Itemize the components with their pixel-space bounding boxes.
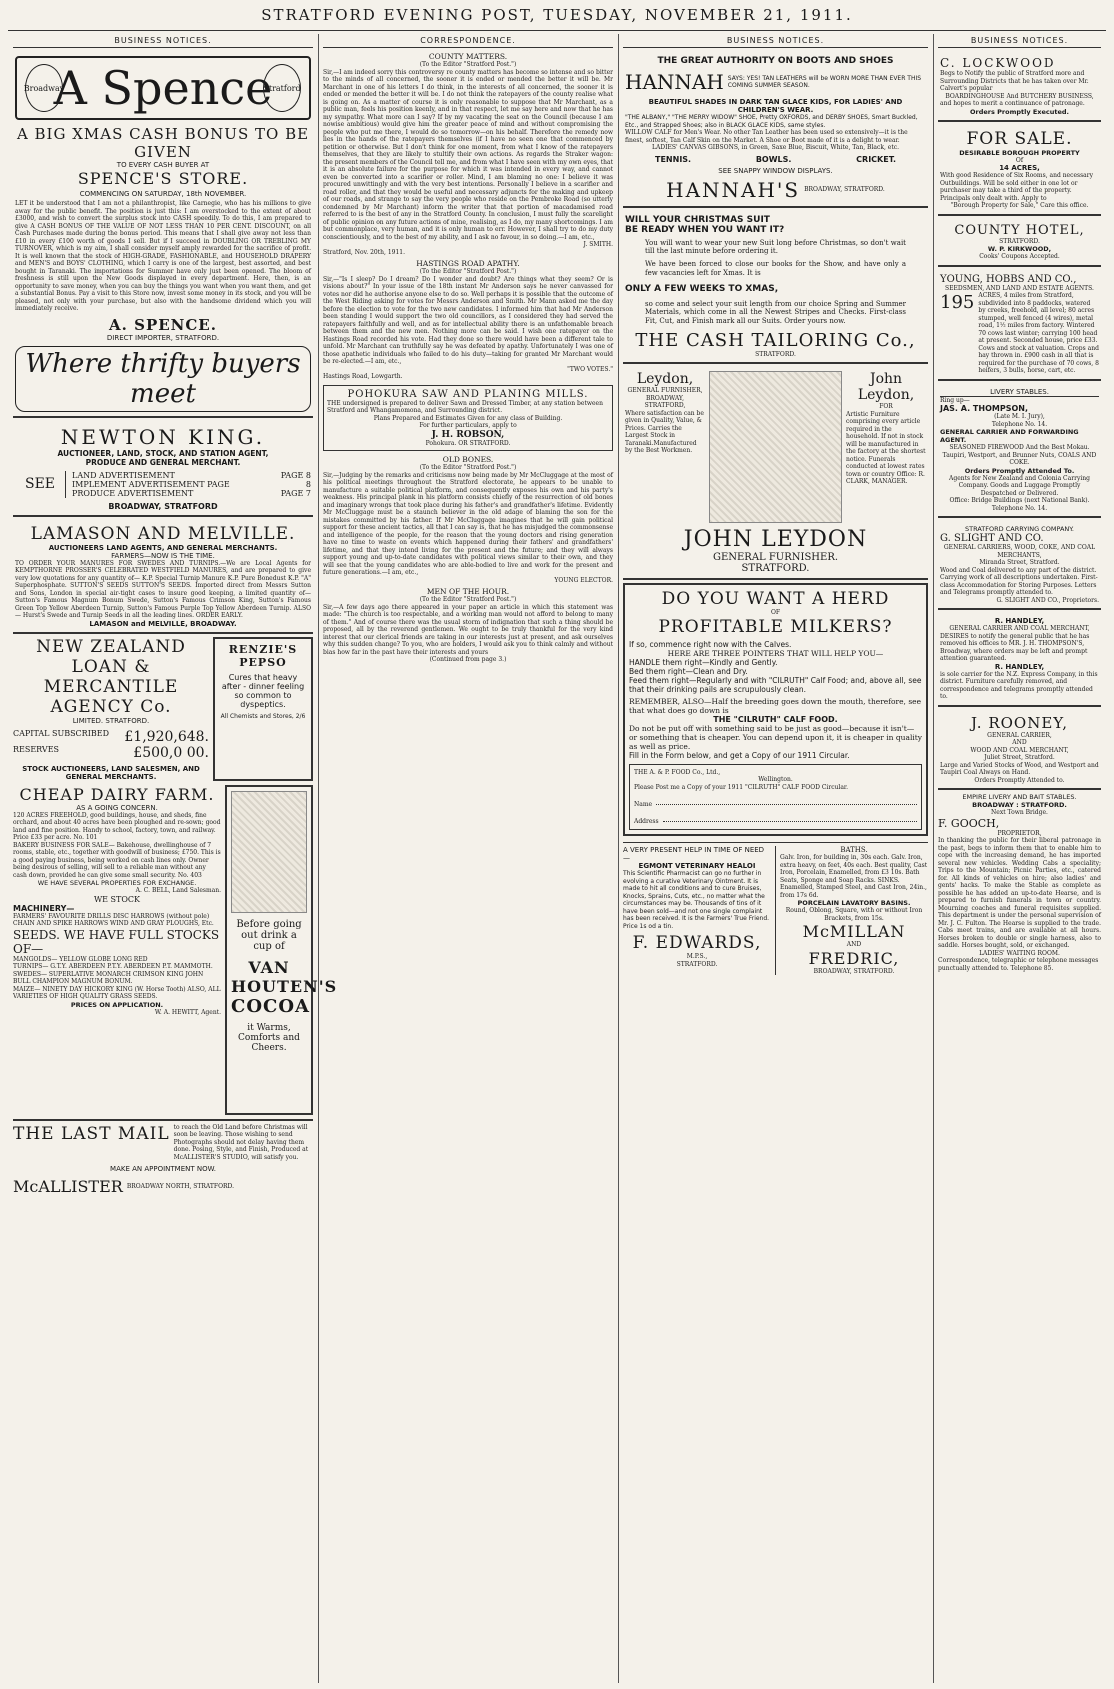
rooney-ad [938,710,1101,791]
leydon-left2: BROADWAY, STRATFORD, [644,394,686,410]
dairy-seeds: SEEDS. WE HAVE FULL STOCKS OF— [13,927,220,956]
handley-body2: is sole carrier for the N.Z. Express Company, in this district. Furniture carefully removed, and correspondence and telegrams promptly attended to. [940,670,1098,700]
newton-foot: BROADWAY, STRATFORD [108,501,218,511]
empire-name: F. GOOCH, [938,816,1000,830]
letter-body: Sir,—"Is I sleep? Do I dream? Do I wonder and doubt? Are things what they seem? Or is visions about?" In your issue of the 18th instant Mr Anderson says he never canvassed for votes nor did he authorise anyone else to do so. Well perhaps it is possible that the outcome of the West Riding asking for votes for Messrs Anderson and Smith. Mr Mann asked me the day before the election to vote for the two new candidates. I informed him that had Mr Anderson been standing I would support the two old councillors, as I considered they had served the ratepayers faithfully and well, and as for intellectual ability there is an unfathomable breach between them and the new men. Nothing more can be said. I wish one ratepayer on the Hastings Road recorded his vote. Had they done so there would have been a different tale to unfold. Mr Marchant can truthfully say he was defeated by apathy. Unfortunately I was one of those apathetic individuals who failed to do his duty—taking for granted Mr Marchant would be re-elected.—I am, etc., [323,275,613,365]
section-heading: CORRESPONDENCE. [323,34,613,48]
newton-king-ad [13,421,313,517]
livery-sub: GENERAL CARRIER AND FORWARDING AGENT. [940,428,1079,444]
edwards-name: F. EDWARDS, [632,933,762,954]
van-houten-foot: it Warms, Comforts and Cheers. [238,1022,300,1053]
herd-of: OF [770,609,781,617]
section-heading: BUSINESS NOTICES. [623,34,928,48]
nz-loan-foot: STOCK AUCTIONEERS, LAND SALESMEN, AND GENERAL MERCHANTS. [22,764,200,781]
dairy-row [13,784,338,1115]
livery-section: LIVERY STABLES. [940,388,1099,397]
circular-form [629,764,922,831]
nz-loan-title2: LOAN & MERCANTILE [43,656,179,697]
woman-drinking-illustration [231,791,307,913]
for-sale-apply: "Borough Property for Sale," Care this office. [950,202,1089,209]
young-sub: SEEDSMEN, AND LAND AND ESTATE AGENTS. [945,284,1094,292]
last-mail-ad [13,1119,313,1197]
letter-signature: YOUNG ELECTOR. [554,576,613,584]
last-mail-title: THE LAST MAIL [13,1123,170,1144]
newton-see: SEE [24,476,56,492]
dairy-p1: 120 ACRES FREEHOLD, good buildings, house, and sheds, fine orchard, and about 40 acres have been ploughed and re-sown; good land and fine position. Handy to school, factory, town, and railway. Price £33 per acre. No. 101 [13,811,221,841]
nz-loan-limited: LIMITED. STRATFORD. [72,716,150,725]
newton-sub1: AUCTIONEER, LAND, STOCK, AND STATION AGENT, [57,448,269,458]
logo-left-seal: Broadway [25,64,63,112]
last-mail-appt: MAKE AN APPOINTMENT NOW. [110,1165,216,1173]
spence-store: SPENCE'S STORE. [77,169,249,188]
hannah-says: SAYS: YES! TAN LEATHERS will be WORN MORE THAN EVER THIS COMING SUMMER SEASON. [727,74,922,89]
dairy-exch: WE HAVE SEVERAL PROPERTIES FOR EXCHANGE. [37,879,197,887]
renzie-body: Cures that heavy after - dinner feeling so common to dyspeptics. [221,672,305,709]
edwards-body: This Scientific Pharmacist can go no further in evolving a curative Veterinary Ointment. It is made to hit all conditions and to cure Bruises, Knocks, Sprains, Cuts, etc., no matter what the circumstances may be. Thousands of tins of it have been sold—and not one single complaint has been received. It is the Farmers' True Friend. Price 1s od a tin. [623,870,770,930]
livery-name: JAS. A. THOMPSON, [940,404,1028,413]
leydon-right1: FOR [879,403,893,411]
dairy-machinery: MACHINERY— [13,903,75,913]
empire-livery-ad [938,793,1101,972]
empire-title: EMPIRE LIVERY AND BAIT STABLES. [962,793,1077,801]
renzie-foot: All Chemists and Stores, 2/6 [220,712,306,720]
form-name-label: Name [634,800,653,808]
letter-date: Stratford, Nov. 20th, 1911. [323,248,405,256]
lockwood-orders: Orders Promptly Executed. [970,107,1069,116]
empire-body: In thanking the public for their liberal patronage in the past, begs to inform them that to enable him to cope with the increasing demand, he has imported several new vehicles. Wedding Cabs a speciality; Trips to the Mountain; Picnic Parties, etc., catered for. All kinds of vehicles on hire; also ladies' and gents' hacks. To make the Stable as complete as possible he has added an up-to-date Hearse, and is prepared to furnish funerals in town or country. Mourning coaches and funeral requisites supplied. This department is under the personal supervision of Mr. J. C. Fulton. The Hearse is supplied to the trade. Cabs meet trains, and are available at all hours. Horses broken to double or single harness, also to saddle. Horses bought, sold, or exchanged. [938,837,1101,949]
for-sale-of: Of [1015,156,1024,164]
hannah-line3: WILLOW CALF for Men's Wear. No other Tan Leather has been used so extensively—it is the finest, softest, Tan Calf Skin on the Market. A Shoe or Boot made of it is a delight to wear. [625,129,908,144]
herd-q1: DO YOU WANT A HERD [661,589,890,610]
herd-l5: Feed them right—Regularly and with "CILRUTH" Calf Food; and, above all, see that their drinking pails are scrupulously clean. [629,675,922,694]
form-name-field[interactable] [656,794,917,805]
young-body: ACRES, 4 miles from Stratford, subdivided into 8 paddocks, watered by creeks, freehold, all level; 80 acres stumped, well fenced (4 wires), metal road, 1½ miles from factory. Wintered 70 cows last winter; carrying 100 head at present. Seconded house, price £33. Cows and stock at valuation. Crops and hay thrown in. £900 cash in all that is required for the purchase of 70 cows, 8 heifers, 3 bulls, horse, cart, etc. [978,292,1099,374]
van-houten-name: VAN HOUTEN'S [231,957,338,996]
van-houten-lead: Before going out drink a cup of [236,918,302,952]
for-sale-sub: DESIRABLE BOROUGH PROPERTY [959,148,1080,157]
form-address-label: Address [634,817,659,825]
spence-body: LET it be understood that I am not a philanthropist, like Carnegie, who has his millions to give away for the public benefit. The position is just this: I am overstocked to the extent of about £3000, and wish to convert the surplus stock into CASH speedily. To do this, I am prepared to give A CASH BONUS OF THE VALUE OF NOT LESS THAN 10 PER CENT. DISCOUNT, on all Cash Purchases made during the bonus period. This means that I shall give away not less than £10 in every £100 worth of goods I sell. But if I succeed in DOUBLING OR TREBLING MY TURNOVER, which is my aim, I shall consider myself amply rewarded for the sacrifice of profit. It is well known that the stock of HIGH-GRADE, FASHIONABLE, and HOUSEHOLD DRAPERY and MEN'S and BOYS' CLOTHING, which I carry is one of the largest, best assorted, and best bought in Taranaki. The importations for Summer have only just been opened. The bloom of freshness is still upon the New Goods displayed in every department. Here, then, is an opportunity to save money, when you can buy the things you want when you want them, and get a substantial Bonus. Pay a visit to this Store now, invest some money in its stock, and you will be pleased, not only with your purchase, but also with the handsome dividend which you will immediately receive. [15,200,311,312]
handley-name: R. HANDLEY, [994,617,1045,625]
young-title: YOUNG, HOBBS AND CO., [940,273,1077,285]
edwards-title: EGMONT VETERINARY HEALOI [638,862,756,871]
newton-line: PRODUCE ADVERTISEMENT PAGE 7 [72,488,311,498]
column-1 [8,34,338,1683]
for-sale-ad [938,125,1101,216]
spence-signature: A. SPENCE. [109,315,217,334]
lamason-sub2: FARMERS—NOW IS THE TIME. [111,551,215,560]
letter-signature: "TWO VOTES." [567,365,613,373]
to-editor: (To the Editor "Stratford Post.") [419,596,517,603]
continued-note: (Continued from page 3.) [429,656,507,663]
pohokura-loc: Pohokura. OR STRATFORD. [425,439,511,447]
lamason-ad [13,520,313,634]
column-3 [618,34,933,1683]
cash-p1: You will want to wear your new Suit long before Christmas, so don't wait till the last minute before ordering it. [645,238,906,256]
letter-date: Hastings Road, Lowgarth. [323,373,403,380]
letter-heading: HASTINGS ROAD APATHY. [416,259,520,268]
letter-body: Sir,—I am indeed sorry this controversy re county matters has become so intense and so bitter to the minds of all concerned, the sooner it is ended or mended the better it will be. Mr Marchant in one of his letters I do think, in the interests of all concerned, the sooner it is ended or mended the better it will be. I do not think the ratepayers of the county realise what is going on. As a matter of course it is only reasonable to suppose that Mr Marchant, as a public man, feels his position keenly, and in that respect, let me say here and now that he has my sympathy. What more can I say? If by my vacating the seat on the Council (because I am nowise ambitious) would give him the greater peace of mind and without compromising the people who put me there, I would do so tomorrow—on his behalf. Therefore the remedy now lies in the hands of the ratepayers themselves (if I have no seen one that commenced by petition or otherwise. But I don't think for one moment, from what I know of the ratepayers themselves, that they are likely to stultify their own actions. As regards the Straker wagon: the present members of the Council tell me, and from what I have seen with my own eyes, that it is an absolute failure for the purpose for which it was intended in every way, and cannot even be converted into a scarifier or roller. Mind, I am blaming no one: I believe it was procured unwittingly and with the very best intentions. Personally I believe in a scarifier and road roller, and that they would be useful and necessary adjuncts for the making and upkeep of our roads, and strange to say the very people who reside on the Pembroke Road (so utterly condemned by Mr Marchant) inform the writer that that portion of macadamised road referred to is the best of any in the Stratford County. In conclusion, I must fully the scarelight of public opinion on any future actions of mine, realising, as I do, my many shortcomings. I am but commonplace, very human, and it is only human to err. However, I shall try to do my duty conscientiously, and to the best of my ability, and I ask no favour, in so doing.—I am, etc., [323,68,613,241]
form-to: THE A. & P. FOOD Co., Ltd., [634,768,721,776]
newton-title: NEWTON KING. [60,424,266,449]
leydon-loc: STRATFORD. [741,563,810,575]
letter-heading: OLD BONES. [442,455,494,464]
to-editor: (To the Editor "Stratford Post.") [419,61,517,68]
handley-ad [938,613,1101,707]
hannah-sports: TENNIS. BOWLS. CRICKET. [655,154,896,164]
to-editor: (To the Editor "Stratford Post.") [419,464,517,471]
empire-room: LADIES' WAITING ROOM. [979,949,1060,957]
spence-slogan: Where thrifty buyers meet [15,346,311,412]
dairy-title: CHEAP DAIRY FARM. [19,784,215,804]
dairy-mangolds: MANGOLDS— YELLOW GLOBE LONG RED [13,955,148,963]
herd-l6: REMEMBER, ALSO—Half the breeding goes down the mouth, therefore, see that what does go down is [629,696,922,715]
newton-see-block [15,471,311,498]
newton-line: LAND ADVERTISEMENT PAGE 8 [72,470,311,480]
letter-signature: J. SMITH. [583,241,613,248]
spence-sign-sub: DIRECT IMPORTER, STRATFORD. [106,333,220,342]
pohokura-name: J. H. ROBSON, [431,429,505,440]
leydon-right-name: John Leydon, [857,371,915,404]
rooney-and: AND [1012,739,1027,746]
nz-loan-title1: NEW ZEALAND [36,636,186,657]
hannah-head: THE GREAT AUTHORITY ON BOOTS AND SHOES [657,56,894,66]
spence-ad [13,52,313,418]
herd-l4: Bed them right—Clean and Dry. [629,666,748,676]
rooney-sub2: WOOD AND COAL MERCHANT, [970,746,1069,754]
herd-l7: THE "CILRUTH" CALF FOOD. [713,714,838,724]
newton-page-list [65,471,311,498]
herd-q2: PROFITABLE MILKERS? [658,616,893,637]
slight-name: G. SLIGHT AND CO. [940,533,1044,544]
empire-prop: PROPRIETOR, [997,829,1042,837]
newton-sub2: PRODUCE AND GENERAL MERCHANT. [85,457,241,467]
dairy-maize: MAIZE— NINETY DAY HICKORY KING (W. Horse Tooth) ALSO, ALL VARIETIES OF HIGH QUALITY GRASS SEEDS. [13,985,221,1000]
spence-headline: A BIG XMAS CASH BONUS TO BE GIVEN [16,125,310,161]
herd-l1: If so, commence right now with the Calves. [629,639,792,649]
livery-ring: Ring up— [940,396,970,404]
dairy-p2: BAKERY BUSINESS FOR SALE— Bakehouse, dwellinghouse of 7 rooms, stable, etc., together with goodwill of business; £750. This is a good paying business, being worked on cash lines only. Owner being desirous of selling, will sell to a reliable man without any cash down, provided he can give some small security. No. 403 [13,841,221,879]
section-heading: BUSINESS NOTICES. [13,34,313,48]
spence-logo [15,56,311,120]
pohokura-p3: For further particulars, apply to [419,422,517,429]
hannah-name: HANNAH [625,70,724,94]
county-title: COUNTY HOTEL, [954,222,1085,238]
lockwood-body: Begs to Notify the public of Stratford more and Surrounding Districts that he has taken over Mr. Calvert's popular [940,70,1089,92]
mcmillan-head: BATHS. [840,846,868,855]
slight-addr: Miranda Street, Stratford. [979,559,1060,566]
leydon-left3: Where satisfaction can be given in Quality, Value, & Prices. Carries the Largest Stock in Taranaki.Manufactured by the Best Workmen. [625,409,704,455]
mcmillan-name2: FREDRIC, [808,948,900,968]
dairy-agent: A. C. BELL, Land Salesman. [135,887,221,894]
form-request: Please Post me a Copy of your 1911 "CILRUTH" CALF FOOD Circular. [634,783,849,791]
herd-l2: HERE ARE THREE POINTERS THAT WILL HELP YOU— [667,648,884,658]
renzie-title: RENZIE'S PEPSO [228,642,298,669]
column-2 [318,34,618,1683]
mcmillan-body: Galv. Iron, for building in, 30s each. Galv. Iron, extra heavy, on feet, 40s each. Best quality, Cast Iron, Porcelain, Enamelled, from £3 10s. Bath Seats, Sponge and Soap Racks. SINKS. Enamelled, Stamped Steel, and Cast Iron, 24in., from 17s 6d. [780,854,928,899]
cilruth-ad [623,583,928,836]
leydon-big: JOHN LEYDON [683,527,868,553]
edwards-ad [623,846,776,975]
dairy-machinery-items: FARMERS' FAVOURITE DRILLS DISC HARROWS (without pole) CHAIN AND SPIKE HARROWS WIND AND GRAY PLOUGHS, Etc. [13,912,214,927]
lockwood-biz: BOARDINGHOUSE And BUTCHERY BUSINESS, [945,92,1094,100]
livery-tel2: Telephone No. 14. [991,504,1048,512]
cash-q2: BE READY WHEN YOU WANT IT? [625,224,785,235]
rooney-sub: GENERAL CARRIER, [987,731,1052,739]
livery-orders: Orders Promptly Attended To. [964,466,1075,475]
spence-sub: TO EVERY CASH BUYER AT [116,161,210,169]
livery-tel: Telephone No. 14. [991,420,1048,428]
renzie-ad [213,637,313,781]
handley-body: DESIRES to notify the general public that he has removed his offices to MR. J. H. THOMPSON'S, Broadway, where orders may be left and prompt attention guaranteed. [940,632,1090,662]
to-editor: (To the Editor "Stratford Post.") [419,268,517,275]
mcmillan-ad [780,846,928,975]
cash-name: THE CASH TAILORING Co., [635,329,916,351]
spence-logo-text: A Spence [53,61,273,115]
column-4 [933,34,1106,1683]
newton-line: IMPLEMENT ADVERTISEMENT PAGE 8 [72,479,311,489]
van-houten-product: COCOA [231,995,310,1017]
edwards-sub: M.P.S., [686,953,708,961]
rooney-orders: Orders Promptly Attended to. [974,776,1065,784]
young-number: 195 [940,292,975,313]
county-coupons: Cooks' Coupons Accepted. [979,253,1060,260]
lamason-title: LAMASON AND MELVILLE. [30,523,296,544]
nz-loan-row [13,637,313,781]
dairy-ad [13,785,221,1115]
lockwood-name: C. LOCKWOOD [940,56,1056,70]
cash-weeks: ONLY A FEW WEEKS TO XMAS, [625,283,779,294]
dairy-turnips: TURNIPS— G.T.Y. ABERDEEN P.T.Y. ABERDEEN P.T. MAMMOTH. [13,963,213,970]
edwards-head: A VERY PRESENT HELP IN TIME OF NEED— [623,846,765,863]
cash-q1: WILL YOUR CHRISTMAS SUIT [625,214,770,225]
hannah-ad [623,52,928,208]
mcmillan-and: AND [846,941,862,949]
hannah-foot-addr: BROADWAY, STRATFORD. [804,185,885,193]
portrait-illustration [709,371,842,523]
county-loc: STRATFORD. [999,237,1040,245]
logo-right-seal: Stratford [263,64,301,112]
rooney-body: Large and Varied Stocks of Wood, and Westport and Taupiri Coal Always on Hand. [940,761,1099,776]
leydon-ad [623,367,928,580]
young-hobbs-ad [938,270,1101,381]
cash-tailoring-ad [623,211,928,365]
rooney-name: J. ROONEY, [970,713,1069,732]
letter-body: Sir,—Judging by the remarks and criticisms now being made by Mr McCluggage at the most of his political meetings throughout the Stratford electorate, he appears to be unable to manufacture a suitable political platform, and consequently exposes his own and his party's weakness. His principal plank in his platform consists chiefly of the resurrection of old bones and imaginary wrongs that took place during his father's and grandfather's lifetime. Evidently Mr McCluggage must be a staunch believer in the old adage of blaming the son for the mistakes committed by his father. If Mr McCluggage imagines that he will gain political support for these ancient tactics, all that I can say is, that he has misjudged the commonsense and intelligence of the people, for the reason that the young doctors and rising generation have no time to waste on events which happened during their fathers' and grandfathers' lifetime, and that they intend living for the present and the future; and they will always support young and up-to-date candidates with political views similar to their own, and they will see that the young candidates who are able-bodied to live and work for the present and future generations.—I am, etc., [323,471,613,576]
herd-l9: Fill in the Form below, and get a Copy of our 1911 Circular. [629,750,850,760]
pohokura-body: THE undersigned is prepared to deliver Sawn and Dressed Timber, at any station between Stratford and Whangamomona, and Surrounding district. [327,399,603,414]
mcmillan-addr: BROADWAY, STRATFORD. [813,967,895,975]
handley-sub: GENERAL CARRIER AND COAL MERCHANT, [949,625,1090,632]
cash-p2: We have been forced to close our books for the Show, and have only a few vacancies left for Xmas. It is [645,260,906,277]
mcmillan-basins-body: Round, Oblong, Square, with or without Iron Brackets, from 15s. [785,907,923,922]
van-houten-ad [225,785,338,1115]
livery-body: SEASONED FIREWOOD And the Best Mokau. Taupiri, Westport, and Brunner Nuts, COALS AND COKE. [942,444,1097,466]
handley-name2: R. HANDLEY, [994,662,1045,671]
pohokura-ad [323,385,613,452]
cash-loc: STRATFORD. [755,350,796,358]
slight-sign: G. SLIGHT AND CO., Proprietors. [996,596,1099,604]
empire-foot: Correspondence, telegraphic or telephone messages punctually attended to. Telephone 85. [938,957,1099,972]
nz-loan-title3: AGENCY Co. [50,696,172,717]
letter-heading: MEN OF THE HOUR. [426,587,510,596]
lockwood-body2: and hopes to merit a continuance of patronage. [940,100,1085,107]
form-loc: Wellington. [758,776,793,784]
nz-loan-capital: CAPITAL SUBSCRIBED £1,920,648. [13,728,209,745]
spence-date: COMMENCING ON SATURDAY, 18th NOVEMBER. [79,190,247,198]
dairy-swedes: SWEDES— SUPERLATIVE MONARCH CRIMSON KING JOHN BULL CHAMPION MAGNUM BONUM. [13,970,204,985]
nz-loan-reserves: RESERVES £500,0 00. [13,744,209,761]
hannah-display: SEE SNAPPY WINDOW DISPLAYS. [718,166,833,175]
hannah-foot-name: HANNAH'S [666,177,801,202]
cash-p3: so come and select your suit length from our choice Spring and Summer Materials, which come in all the Newest Stripes and Checks. First-class Fit, Cut, and Finish mark all our Suits. Order yours now. [645,299,906,325]
hannah-line2: "THE ALBANY," "THE MERRY WIDOW" SHOE, Pretty OXFORDS, and DERBY SHOES, Smart Buckled, Etc., and Strapped Shoes; also in BLACK GLACE KIDS, same styles. [625,114,918,129]
mcmillan-basins: PORCELAIN LAVATORY BASINS. [797,899,911,908]
lamason-body: TO ORDER YOUR MANURES FOR SWEDES AND TURNIPS.—We are Local Agents for KEMPTHORNE PROSSER'S CELEBRATED WESTFIELD MANURES, and are prepared to give very low quotations for any quantity of— K.P. Special Turnip Manure K.P. Pure Bonedust K.P. "A" Superphosphate. SUTTON'S SEEDS SUTTON'S SEEDS. Imported direct from Messrs Sutton and Sons, London in special air-tight cases to insure good keeping, a limited quantity of— Sutton's Famous Magnum Bonum Swede, Sutton's Famous Crimson King, Sutton's Famous Green Top Yellow Aberdeen Turnip, Sutton's Famous Purple Top Yellow Aberdeen Turnip. ALSO— Hurst's Swede and Turnip Seeds in all the leading lines. ORDER EARLY. [15,559,311,619]
last-mail-name: McALLISTER [13,1177,123,1196]
dairy-sub: AS A GOING CONCERN. [76,803,158,812]
letter-heading: COUNTY MATTERS. [428,52,508,61]
section-heading: BUSINESS NOTICES. [938,34,1101,48]
lockwood-ad [938,52,1101,122]
lamason-sub: AUCTIONEERS LAND AGENTS, AND GENERAL MERCHANTS. [48,543,278,552]
pohokura-p2: Plans Prepared and Estimates Given for any class of Building. [373,414,563,422]
leydon-left-name: Leydon, [636,371,694,388]
dairy-prices: PRICES ON APPLICATION. [70,1000,164,1009]
empire-addr: BROADWAY : STRATFORD. [972,801,1067,809]
for-sale-acres: 14 ACRES, [999,164,1040,172]
county-hotel-ad [938,219,1101,267]
slight-sub: GENERAL CARRIERS, WOOD, COKE, AND COAL MERCHANTS, [943,544,1096,559]
slight-body: Wood and Coal delivered to any part of the district. Carrying work of all descriptions undertaken. First-class Accommodation for Storing Purposes. Letters and Telegrams promptly attended to. [940,566,1098,596]
letter-body: Sir,—A few days ago there appeared in your paper an article in which this statement was made: "The church is too respectable, and a working man would not afford to belong to many of them." And of course there was the usual storm of indignation that such a thing should be proposed, all by the reverend gentlemen. We ought to be truly thankful for the very kind interest that our clerical friends are taking in our interests just at present, and ask ourselves why this sudden change? To you, who are holders, I would ask you to think calmly and without bias how far in the past have their interests and yours [323,603,613,656]
dairy-hewitt: W. A. HEWITT, Agent. [154,1008,221,1016]
livery-late: (Late M. I. Jury), [994,413,1045,420]
rooney-addr: Juliet Street, Stratford. [984,754,1055,761]
thompson-livery-ad [938,384,1101,519]
county-prop: W. P. KIRKWOOD, [987,245,1052,253]
nz-loan-ad [13,637,209,781]
hannah-line1: BEAUTIFUL SHADES IN DARK TAN GLACE KIDS, FOR LADIES' AND CHILDREN'S WEAR. [648,98,903,114]
livery-office: Office: Bridge Buildings (next National Bank). [949,497,1090,504]
masthead: STRATFORD EVENING POST, TUESDAY, NOVEMBER 21, 1911. [8,0,1106,31]
last-mail-addr: BROADWAY NORTH, STRATFORD. [126,1182,235,1190]
form-address-field[interactable] [663,811,917,822]
slight-section: STRATFORD CARRYING COMPANY. [965,525,1074,533]
leydon-sub: GENERAL FURNISHER. [712,552,839,564]
for-sale-body: With good Residence of Six Rooms, and necessary Outbuildings. Will be sold either in one lot or purchaser may take a third of the property. Principals only dealt with. Apply to [940,172,1094,202]
herd-l8: Do not be put off with something said to be just as good—because it isn't—or something that is cheaper. You can depend upon it, it is cheaper in quality as well as price. [629,723,923,751]
pohokura-title: POHOKURA SAW AND PLANING MILLS. [347,388,589,400]
hannah-line4: LADIES' CANVAS GIBSONS, in Green, Saxe Blue, Biscuit, White, Tan, Black, etc. [651,144,900,151]
leydon-right2: Artistic Furniture comprising every article required in the household. If not in stock will be manufactured in the factory at the shortest notice. Funerals conducted at lowest rates town or country Office: R. CLARK, MANAGER. [846,410,926,486]
edwards-loc: STRATFORD. [676,960,718,968]
lamason-foot: LAMASON and MELVILLE, BROADWAY. [89,619,237,628]
for-sale-title: FOR SALE. [966,128,1073,149]
mcmillan-name1: McMILLAN [802,922,906,942]
empire-bridge: Next Town Bridge. [991,809,1048,816]
slight-ad [938,521,1101,610]
herd-l3: HANDLE them right—Kindly and Gently. [629,657,778,667]
livery-agents: Agents for New Zealand and Colonia Carrying Company. Goods and Luggage Promptly Despatched or Delivered. [949,474,1090,497]
leydon-left1: GENERAL FURNISHER, [627,387,703,395]
last-mail-body: to reach the Old Land before Christmas will soon be leaving. Those wishing to send Photographs should not delay having them done. Posing, Style, and Finish, Produced at McALLISTER'S STUDIO, will satisfy you. [173,1123,309,1161]
dairy-stock: WE STOCK [93,894,141,904]
